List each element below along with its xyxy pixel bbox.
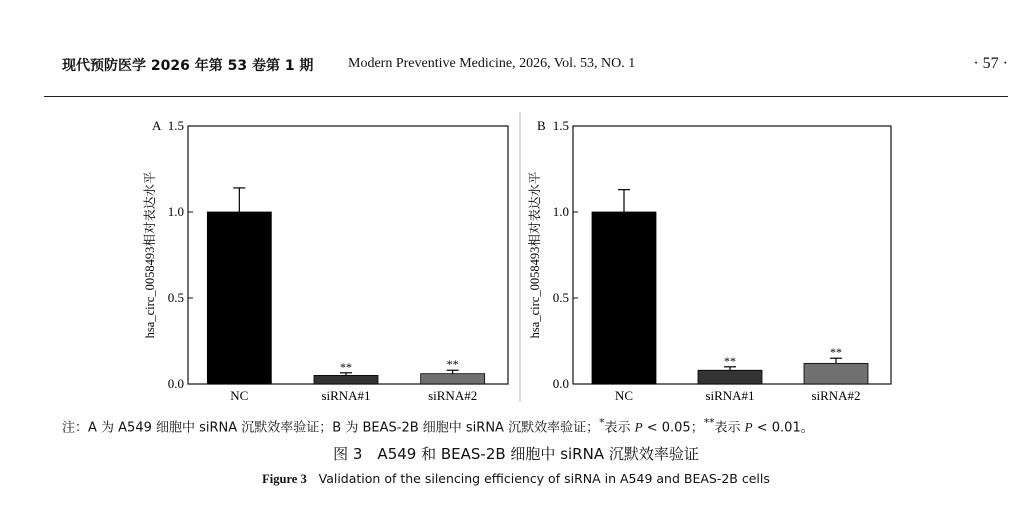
page-number: · 57 · (973, 55, 1008, 72)
panel-a-ylabel: hsa_circ_0058493相对表达水平 (143, 171, 157, 339)
note-mid2: < 0.05； (642, 420, 704, 436)
panel-b-ytick-label: 1.0 (552, 204, 569, 219)
panel-a-significance: ** (446, 357, 459, 372)
figure-caption-en-label: Figure 3 (262, 472, 307, 486)
figure-3 (140, 112, 900, 402)
panel-a-ytick-label: 1.5 (167, 118, 184, 133)
panel-b-ytick-label: 0.0 (552, 376, 569, 391)
panel-b-bar (592, 212, 656, 384)
panel-b-ytick-label: 1.5 (552, 118, 569, 133)
panel-a-ytick-label: 1.0 (167, 204, 184, 219)
panel-a-ytick-label: 0.5 (167, 290, 184, 305)
panel-b-significance: ** (724, 353, 736, 368)
panel-b-significance: ** (830, 345, 842, 360)
panel-b-ylabel: hsa_circ_0058493相对表达水平 (528, 171, 542, 339)
figure-note (62, 416, 1022, 435)
note-star1: * (599, 416, 605, 429)
panel-b-label: B (537, 118, 546, 133)
panel-b-xtick-label: siRNA#1 (705, 388, 755, 402)
panel-b-xtick-label: NC (614, 388, 634, 402)
note-mid1: 表示 (604, 420, 635, 436)
panel-a-significance: ** (340, 359, 352, 374)
note-end: < 0.01。 (752, 420, 814, 436)
panel-a-bar (207, 212, 271, 384)
panel-a-label: A (152, 118, 162, 133)
panel-a-xtick-label: siRNA#2 (428, 388, 478, 402)
panel-a-ytick-label: 0.0 (167, 376, 184, 391)
panel-b-bar (698, 370, 762, 384)
journal-title-cn: 现代预防医学 2026 年第 53 卷第 1 期 (62, 58, 314, 74)
panel-a-xtick-label: NC (230, 388, 249, 402)
panel-a-bar (421, 374, 485, 384)
panel-b-ytick-label: 0.5 (552, 290, 569, 305)
panel-b-xtick-label: siRNA#2 (811, 388, 861, 402)
note-star2: ** (703, 416, 715, 429)
figure-caption-en (0, 471, 1032, 487)
note-p1: P (634, 419, 643, 435)
figure-caption-cn: 图 3 A549 和 BEAS-2B 细胞中 siRNA 沉默效率验证 (333, 445, 699, 463)
figure-3-charts (140, 112, 900, 402)
panel-b-bar (804, 363, 868, 384)
panel-a-xtick-label: siRNA#1 (321, 388, 371, 402)
note-prefix: 注：A 为 A549 细胞中 siRNA 沉默效率验证；B 为 BEAS-2B 细胞中 siRNA 沉默效率验证； (62, 420, 600, 436)
journal-title-en: Modern Preventive Medicine, 2026, Vol. 53, NO. 1 (348, 56, 636, 71)
panel-a-bar (314, 375, 378, 384)
header-rule (44, 96, 1008, 97)
note-mid3: 表示 (714, 420, 745, 436)
figure-caption-en-text: Validation of the silencing efficiency of siRNA in A549 and BEAS-2B cells (318, 471, 770, 486)
note-p2: P (744, 419, 753, 435)
running-header (62, 55, 1008, 85)
